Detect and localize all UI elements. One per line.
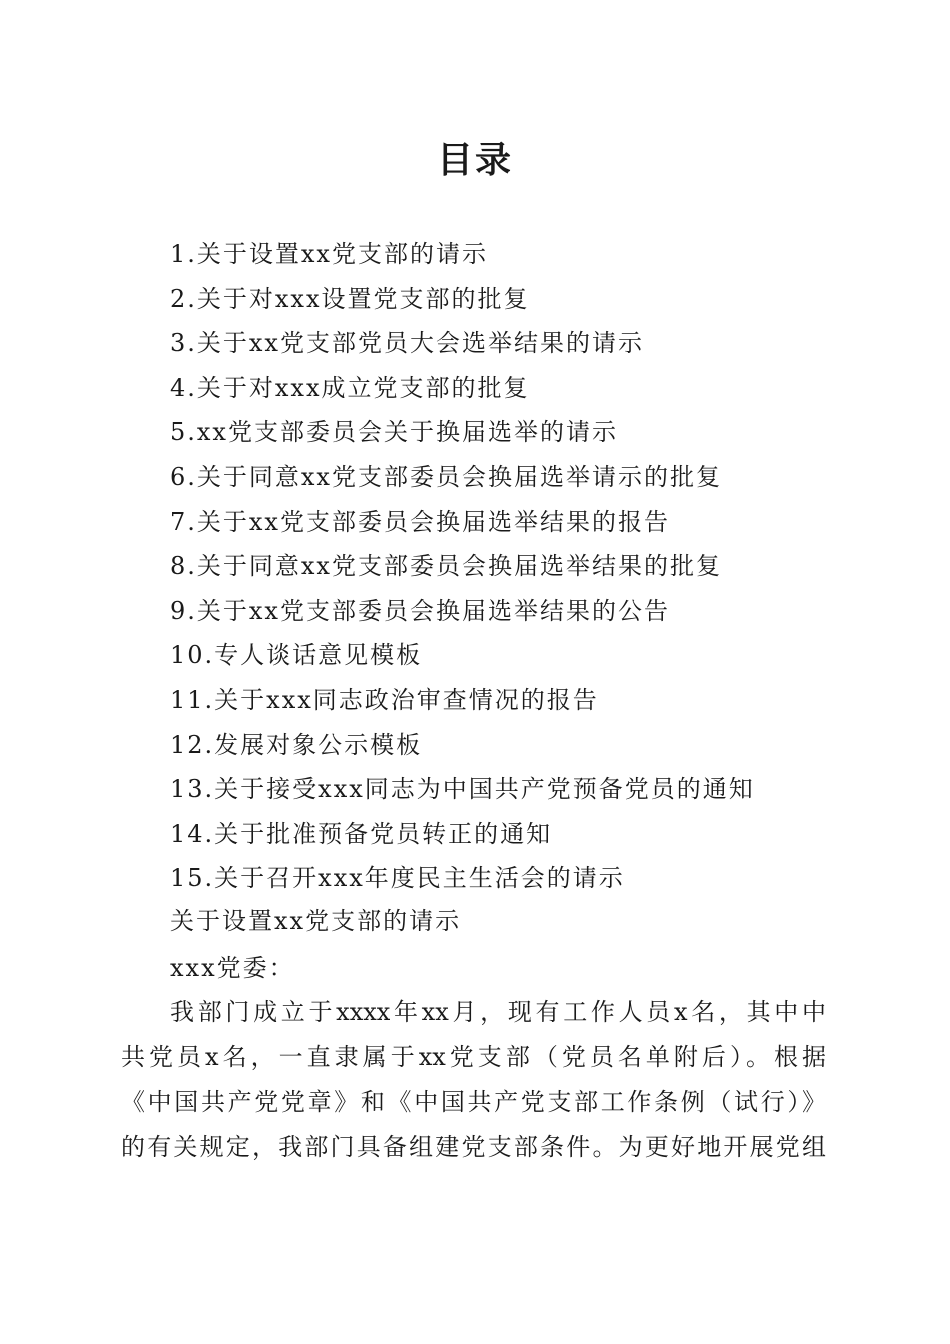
toc-item-4: 4.关于对xxx成立党支部的批复 bbox=[170, 373, 530, 402]
toc-item-3: 3.关于xx党支部党员大会选举结果的请示 bbox=[170, 329, 644, 358]
toc-item-5: 5.xx党支部委员会关于换届选举的请示 bbox=[170, 418, 618, 447]
toc-item-8: 8.关于同意xx党支部委员会换届选举结果的批复 bbox=[170, 552, 722, 581]
toc-item-1: 1.关于设置xx党支部的请示 bbox=[170, 240, 488, 268]
toc-item-7: 7.关于xx党支部委员会换届选举结果的报告 bbox=[170, 507, 670, 536]
toc-item-15: 15.关于召开xxx年度民主生活会的请示 bbox=[170, 864, 625, 893]
page-title: 目录 bbox=[436, 139, 513, 181]
toc-item-13: 13.关于接受xxx同志为中国共产党预备党员的通知 bbox=[170, 775, 755, 804]
table-of-contents bbox=[170, 232, 755, 901]
body-paragraph bbox=[121, 990, 826, 1170]
toc-item-12: 12.发展对象公示模板 bbox=[170, 730, 423, 759]
toc-item-10: 10.专人谈话意见模板 bbox=[170, 641, 423, 670]
body-line-3: 《中国共产党党章》和《中国共产党支部工作条例（试行）》 bbox=[121, 1088, 826, 1116]
section-heading: 关于设置xx党支部的请示 bbox=[170, 907, 462, 935]
body-line-1: 我部门成立于xxxx年xx月，现有工作人员x名，其中中 bbox=[170, 998, 826, 1026]
toc-item-11: 11.关于xxx同志政治审查情况的报告 bbox=[170, 685, 599, 714]
toc-item-9: 9.关于xx党支部委员会换届选举结果的公告 bbox=[170, 596, 670, 625]
toc-item-14: 14.关于批准预备党员转正的通知 bbox=[170, 819, 553, 848]
toc-item-6: 6.关于同意xx党支部委员会换届选举请示的批复 bbox=[170, 462, 722, 491]
toc-item-2: 2.关于对xxx设置党支部的批复 bbox=[170, 284, 530, 313]
salutation: xxx党委： bbox=[170, 954, 295, 982]
body-line-4: 的有关规定，我部门具备组建党支部条件。为更好地开展党组 bbox=[121, 1133, 826, 1161]
body-line-2: 共党员x名，一直隶属于xx党支部（党员名单附后）。根据 bbox=[121, 1043, 826, 1071]
